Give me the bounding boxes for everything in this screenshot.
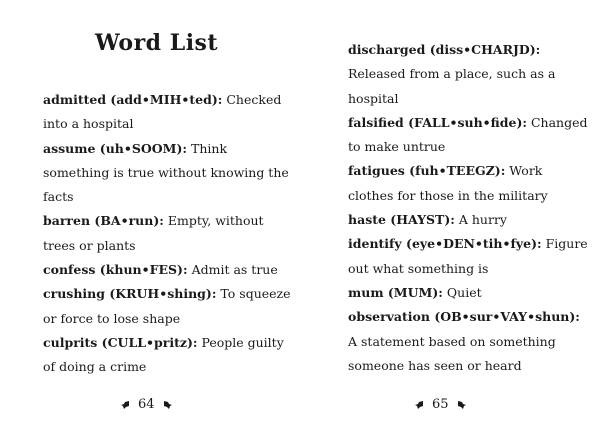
entry-definition: To squeeze or force to lose shape bbox=[43, 286, 291, 326]
leaf-ornament-icon bbox=[120, 400, 130, 410]
entry-term: falsified (FALL•suh•fide): bbox=[348, 114, 527, 130]
entry-term: assume (uh•SOOM): bbox=[43, 140, 188, 156]
word-entry bbox=[348, 159, 588, 208]
right-page bbox=[348, 0, 588, 447]
entry-definition: A statement based on something someone has seen or heard bbox=[348, 333, 556, 373]
entry-term: haste (HAYST): bbox=[348, 212, 455, 228]
entry-definition: Figure out what something is bbox=[348, 236, 588, 276]
entry-definition: Empty, without trees or plants bbox=[43, 213, 264, 253]
word-entry bbox=[43, 331, 293, 380]
word-entry bbox=[348, 281, 588, 305]
left-page bbox=[43, 0, 293, 447]
word-list-right bbox=[348, 38, 588, 378]
entry-term: identify (eye•DEN•tih•fye): bbox=[348, 236, 542, 252]
page-number: 65 bbox=[432, 397, 449, 412]
entry-definition: People guilty of doing a crime bbox=[43, 334, 284, 375]
leaf-ornament-icon bbox=[457, 400, 467, 410]
page-footer bbox=[120, 397, 173, 412]
entry-term: admitted (add•MIH•ted): bbox=[43, 92, 223, 107]
page-footer bbox=[414, 397, 467, 412]
entry-term: observation (OB•sur•VAY•shun): bbox=[348, 309, 580, 325]
entry-definition: Quiet bbox=[446, 284, 482, 300]
entry-term: barren (BA•run): bbox=[43, 213, 164, 229]
entry-term: discharged (diss•CHARJD): bbox=[348, 42, 541, 57]
entry-term: culprits (CULL•pritz): bbox=[43, 334, 198, 350]
entry-definition: Admit as true bbox=[191, 262, 278, 278]
leaf-ornament-icon bbox=[163, 400, 173, 410]
word-entry bbox=[43, 258, 293, 282]
entry-term: crushing (KRUH•shing): bbox=[43, 286, 217, 302]
page-number: 64 bbox=[138, 397, 155, 412]
entry-definition: Released from a place, such as a hospital bbox=[348, 66, 556, 106]
entry-definition: A hurry bbox=[458, 212, 507, 228]
entry-definition: Checked into a hospital bbox=[43, 92, 282, 132]
word-entry bbox=[348, 38, 588, 111]
entry-definition: Changed to make untrue bbox=[348, 114, 588, 155]
entry-term: fatigues (fuh•TEEGZ): bbox=[348, 163, 506, 179]
word-entry bbox=[348, 305, 588, 378]
word-entry bbox=[348, 111, 588, 160]
leaf-ornament-icon bbox=[414, 400, 424, 410]
entry-term: confess (khun•FES): bbox=[43, 262, 188, 278]
entry-definition: Work clothes for those in the military bbox=[348, 163, 548, 203]
word-entry bbox=[43, 282, 293, 331]
entry-term: mum (MUM): bbox=[348, 284, 443, 300]
page-title: Word List bbox=[95, 30, 219, 56]
word-entry bbox=[43, 209, 293, 258]
word-entry bbox=[43, 137, 293, 210]
word-list-left bbox=[43, 88, 293, 380]
word-entry bbox=[348, 208, 588, 232]
word-entry bbox=[348, 232, 588, 281]
word-entry bbox=[43, 88, 293, 137]
entry-definition: Think something is true without knowing the facts bbox=[43, 140, 289, 205]
